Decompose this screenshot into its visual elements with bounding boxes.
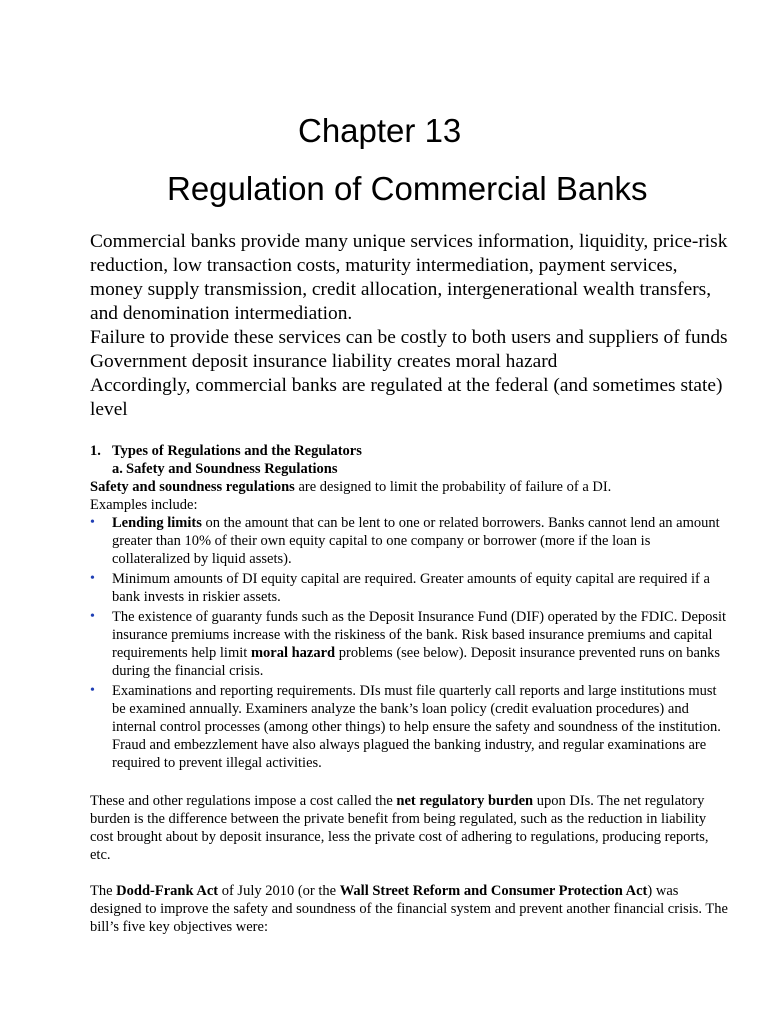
safety-lead-rest: are designed to limit the probability of failure of a DI.: [294, 479, 612, 495]
bullet-text: The existence of guaranty funds such as the Deposit Insurance Fund (DIF) operated by the FDIC. Deposit insurance premiums increase with the riskiness of the bank. Risk based insurance premiums and capital requirements help limit: [112, 609, 727, 661]
section-heading: [90, 442, 730, 460]
list-item: [90, 608, 730, 680]
bullet-icon: •: [90, 609, 95, 624]
chapter-number: Chapter 13: [298, 112, 462, 149]
bullet-icon: •: [90, 515, 95, 530]
examples-label: Examples include:: [90, 497, 198, 513]
bullet-bold: Lending limits: [112, 515, 202, 531]
bullet-icon: •: [90, 571, 95, 586]
burden-bold: net regulatory burden: [396, 793, 534, 809]
subsection-title: Safety and Soundness Regulations: [126, 461, 338, 477]
intro-paragraph-moral-hazard: Government deposit insurance liability creates moral hazard: [90, 351, 558, 372]
dodd-frank-paragraph: [90, 882, 730, 936]
bullet-bold: moral hazard: [250, 645, 336, 661]
burden-text: upon DIs. The net regulatory burden is the difference between the private benefit from being regulated, such as the reduction in liability cost brought about by deposit insurance, less the private cost of adhering to regulations, producing reports, etc.: [90, 793, 709, 863]
list-item: [90, 682, 730, 772]
list-item: [90, 570, 730, 606]
intro-paragraph-services: Commercial banks provide many unique services information, liquidity, price-risk reduction, low transaction costs, maturity intermediation, payment services, money supply transmission, credit allocation, intergenerational wealth transfers, and denomination intermediation.: [90, 231, 728, 324]
bullet-text: problems (see below). Deposit insurance prevented runs on banks during the financial crisis.: [112, 645, 721, 679]
burden-paragraph: [90, 792, 730, 864]
dodd-frank-text: The: [90, 883, 117, 899]
dodd-frank-text: ) was designed to improve the safety and soundness of the financial system and prevent another financial crisis. The bill’s five key objectives were:: [90, 883, 728, 935]
burden-text: These and other regulations impose a cost called the: [90, 793, 397, 809]
bullet-text: Examinations and reporting requirements. DIs must file quarterly call reports and large institutions must be examined annually. Examiners analyze the bank’s loan policy (credit evaluation procedures) and internal control processes (among other things) to help ensure the safety and soundness of the institution. Fraud and embezzlement have also always plagued the banking industry, and regular examinations are required to prevent illegal activities.: [112, 683, 721, 771]
bullet-text: on the amount that can be lent to one or related borrowers. Banks cannot lend an amount greater than 10% of their own equity capital to one company or borrower (more if the loan is collateralized by liquid assets).: [112, 515, 720, 567]
dodd-frank-text: of July 2010 (or the: [218, 883, 340, 899]
safety-lead-bold: Safety and soundness regulations: [90, 479, 295, 495]
bullet-icon: •: [90, 683, 95, 698]
intro-paragraph-failure: Failure to provide these services can be costly to both users and suppliers of funds: [90, 327, 728, 348]
body-block: [90, 442, 730, 936]
section-number: 1.: [90, 443, 101, 459]
bullet-text: Minimum amounts of DI equity capital are required. Greater amounts of equity capital are required if a bank invests in riskier assets.: [112, 571, 710, 605]
intro-paragraph-regulated: Accordingly, commercial banks are regulated at the federal (and sometimes state) level: [90, 375, 723, 420]
section-title: Types of Regulations and the Regulators: [112, 443, 362, 459]
spacer: [90, 864, 730, 882]
safety-lead-paragraph: [90, 478, 730, 496]
dodd-frank-bold: Dodd-Frank Act: [116, 883, 219, 899]
dodd-frank-bold: Wall Street Reform and Consumer Protection Act: [339, 883, 648, 899]
spacer: [90, 774, 730, 792]
intro-block: [90, 230, 730, 422]
examples-list: [90, 514, 730, 772]
list-item: [90, 514, 730, 568]
chapter-title: Regulation of Commercial Banks: [167, 170, 648, 207]
subsection-letter: a.: [112, 461, 123, 477]
subsection-heading: [112, 460, 730, 478]
